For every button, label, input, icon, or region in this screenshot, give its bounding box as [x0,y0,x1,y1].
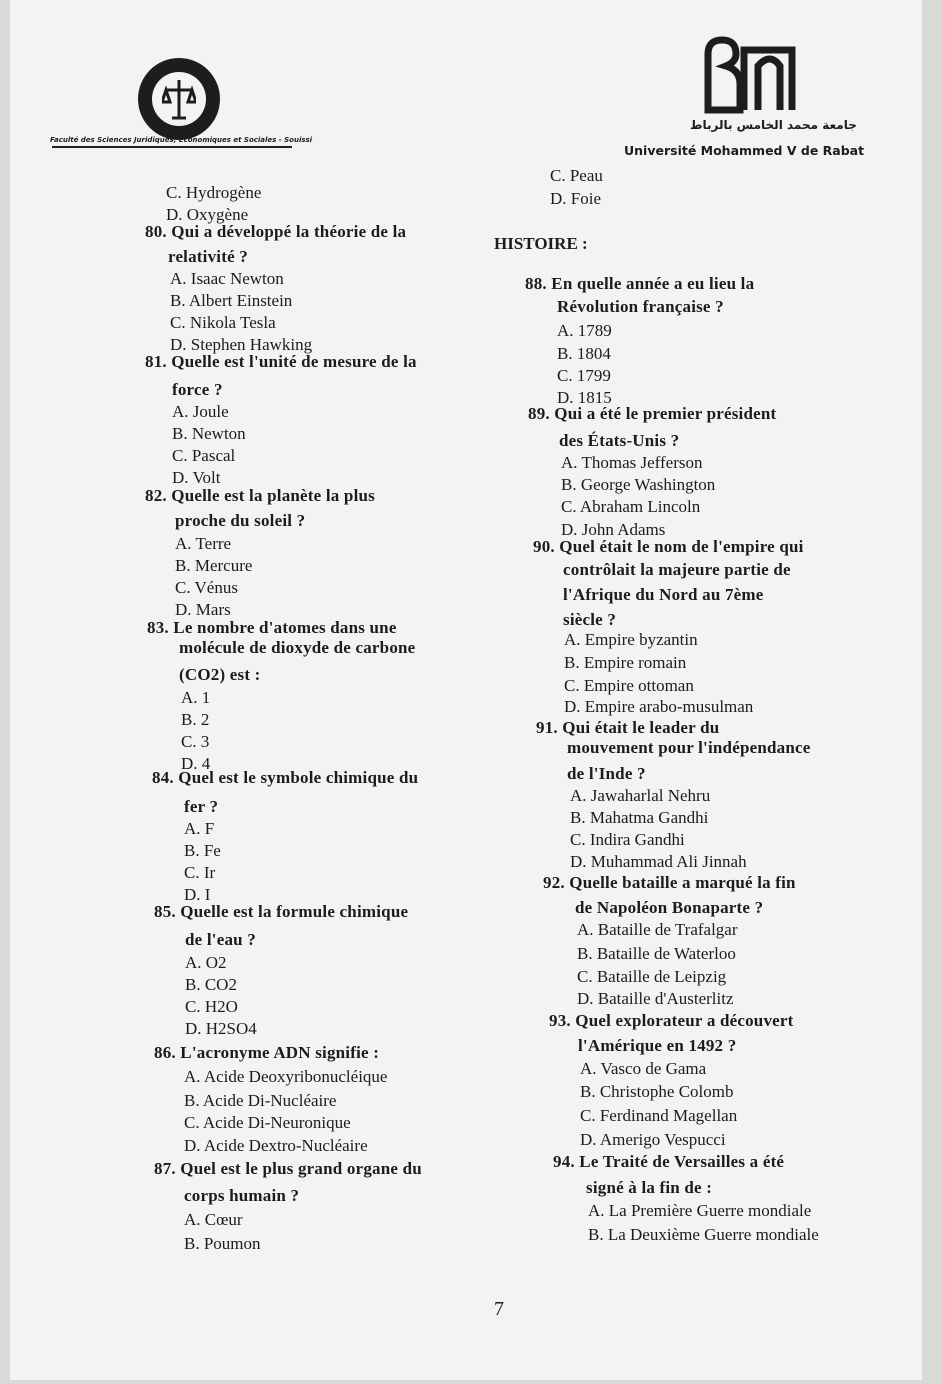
option: D. 4 [181,754,211,773]
question-84-cont: fer ? [184,797,219,816]
option: D. Empire arabo-musulman [564,697,754,716]
option: B. Bataille de Waterloo [577,944,736,963]
question-82: 82. Quelle est la planète la plus [145,486,375,505]
option: C. Ir [184,863,216,882]
option: B. Acide Di-Nucléaire [184,1091,337,1110]
option: A. Empire byzantin [564,630,698,649]
option: C. Acide Di-Neuronique [184,1113,351,1132]
option: B. CO2 [185,975,237,994]
option: B. Empire romain [564,653,687,672]
option: D. Muhammad Ali Jinnah [570,852,747,871]
option: A. Joule [172,402,229,421]
question-90-cont: contrôlait la majeure partie de [563,560,791,579]
option: C. Empire ottoman [564,676,694,695]
option: D. Oxygène [166,205,249,224]
question-83: 83. Le nombre d'atomes dans une [147,618,397,637]
option: A. Bataille de Trafalgar [577,920,738,939]
question-85-cont: de l'eau ? [185,930,256,949]
question-89: 89. Qui a été le premier président [528,404,777,423]
option: C. Bataille de Leipzig [577,967,727,986]
option: B. Newton [172,424,246,443]
section-title: HISTOIRE : [494,234,588,253]
option: B. La Deuxième Guerre mondiale [588,1225,819,1244]
option: C. Peau [550,166,603,185]
option: B. Christophe Colomb [580,1082,734,1101]
option: C. 1799 [557,366,611,385]
question-86: 86. L'acronyme ADN signifie : [154,1043,380,1062]
option: A. O2 [185,953,227,972]
option: A. Cœur [184,1210,243,1229]
question-88-cont: Révolution française ? [557,297,724,316]
option: D. H2SO4 [185,1019,257,1038]
option: B. 2 [181,710,210,729]
question-91-cont: de l'Inde ? [567,764,646,783]
option: D. Bataille d'Austerlitz [577,989,734,1008]
option: D. Foie [550,189,601,208]
question-94-cont: signé à la fin de : [586,1178,713,1197]
option: C. Pascal [172,446,236,465]
option: B. George Washington [561,475,716,494]
question-93-cont: l'Amérique en 1492 ? [578,1036,737,1055]
option: B. Mercure [175,556,253,575]
faculty-name: Faculté des Sciences Juridiques, Economiques et Sociales - Souissi [50,136,313,144]
option: B. Fe [184,841,221,860]
option: A. Acide Deoxyribonucléique [184,1067,388,1086]
option: A. Thomas Jefferson [561,453,703,472]
option: A. 1789 [557,321,612,340]
question-85: 85. Quelle est la formule chimique [154,902,409,921]
option: C. Ferdinand Magellan [580,1106,738,1125]
question-81: 81. Quelle est l'unité de mesure de la [145,352,417,371]
option: C. H2O [185,997,238,1016]
option: A. Isaac Newton [170,269,284,288]
option: B. 1804 [557,344,611,363]
exam-page [10,0,922,1380]
option: A. Terre [175,534,232,553]
option: A. 1 [181,688,211,707]
faculty-logo [138,58,220,140]
question-83-cont: molécule de dioxyde de carbone [179,638,416,657]
option: A. La Première Guerre mondiale [588,1201,812,1220]
question-89-cont: des États-Unis ? [559,431,680,450]
option: B. Poumon [184,1234,261,1253]
question-93: 93. Quel explorateur a découvert [549,1011,794,1030]
option: D. Mars [175,600,231,619]
question-80-cont: relativité ? [168,247,248,266]
question-83-cont: (CO2) est : [179,665,261,684]
option: D. Stephen Hawking [170,335,313,354]
question-81-cont: force ? [172,380,223,399]
option: D. 1815 [557,388,612,407]
option: D. John Adams [561,520,666,539]
university-logo [700,36,800,116]
question-80: 80. Qui a développé la théorie de la [145,222,407,241]
option: C. Nikola Tesla [170,313,276,332]
question-92-cont: de Napoléon Bonaparte ? [575,898,764,917]
option: D. Acide Dextro-Nucléaire [184,1136,368,1155]
question-90-cont: siècle ? [563,610,617,629]
question-91-cont: mouvement pour l'indépendance [567,738,811,757]
question-90-cont: l'Afrique du Nord au 7ème [563,585,764,604]
question-94: 94. Le Traité de Versailles a été [553,1152,785,1171]
option: C. Indira Gandhi [570,830,685,849]
option: C. 3 [181,732,210,751]
header-divider [52,146,292,148]
option: D. I [184,885,211,904]
university-name: Université Mohammed V de Rabat [624,143,865,158]
question-92: 92. Quelle bataille a marqué la fin [543,873,796,892]
option: D. Volt [172,468,221,487]
option: C. Hydrogène [166,183,262,202]
question-84: 84. Quel est le symbole chimique du [152,768,419,787]
question-91: 91. Qui était le leader du [536,718,720,737]
option: C. Vénus [175,578,238,597]
option: B. Albert Einstein [170,291,293,310]
option: D. Amerigo Vespucci [580,1130,726,1149]
option: A. Vasco de Gama [580,1059,707,1078]
question-82-cont: proche du soleil ? [175,511,306,530]
option: C. Abraham Lincoln [561,497,701,516]
option: A. Jawaharlal Nehru [570,786,711,805]
option: B. Mahatma Gandhi [570,808,709,827]
question-87: 87. Quel est le plus grand organe du [154,1159,422,1178]
page-number: 7 [494,1298,504,1320]
question-87-cont: corps humain ? [184,1186,300,1205]
option: A. F [184,819,215,838]
question-90: 90. Quel était le nom de l'empire qui [533,537,804,556]
question-88: 88. En quelle année a eu lieu la [525,274,755,293]
scales-icon [162,78,196,120]
university-name-arabic: جامعة محمد الخامس بالرباط [690,118,857,132]
